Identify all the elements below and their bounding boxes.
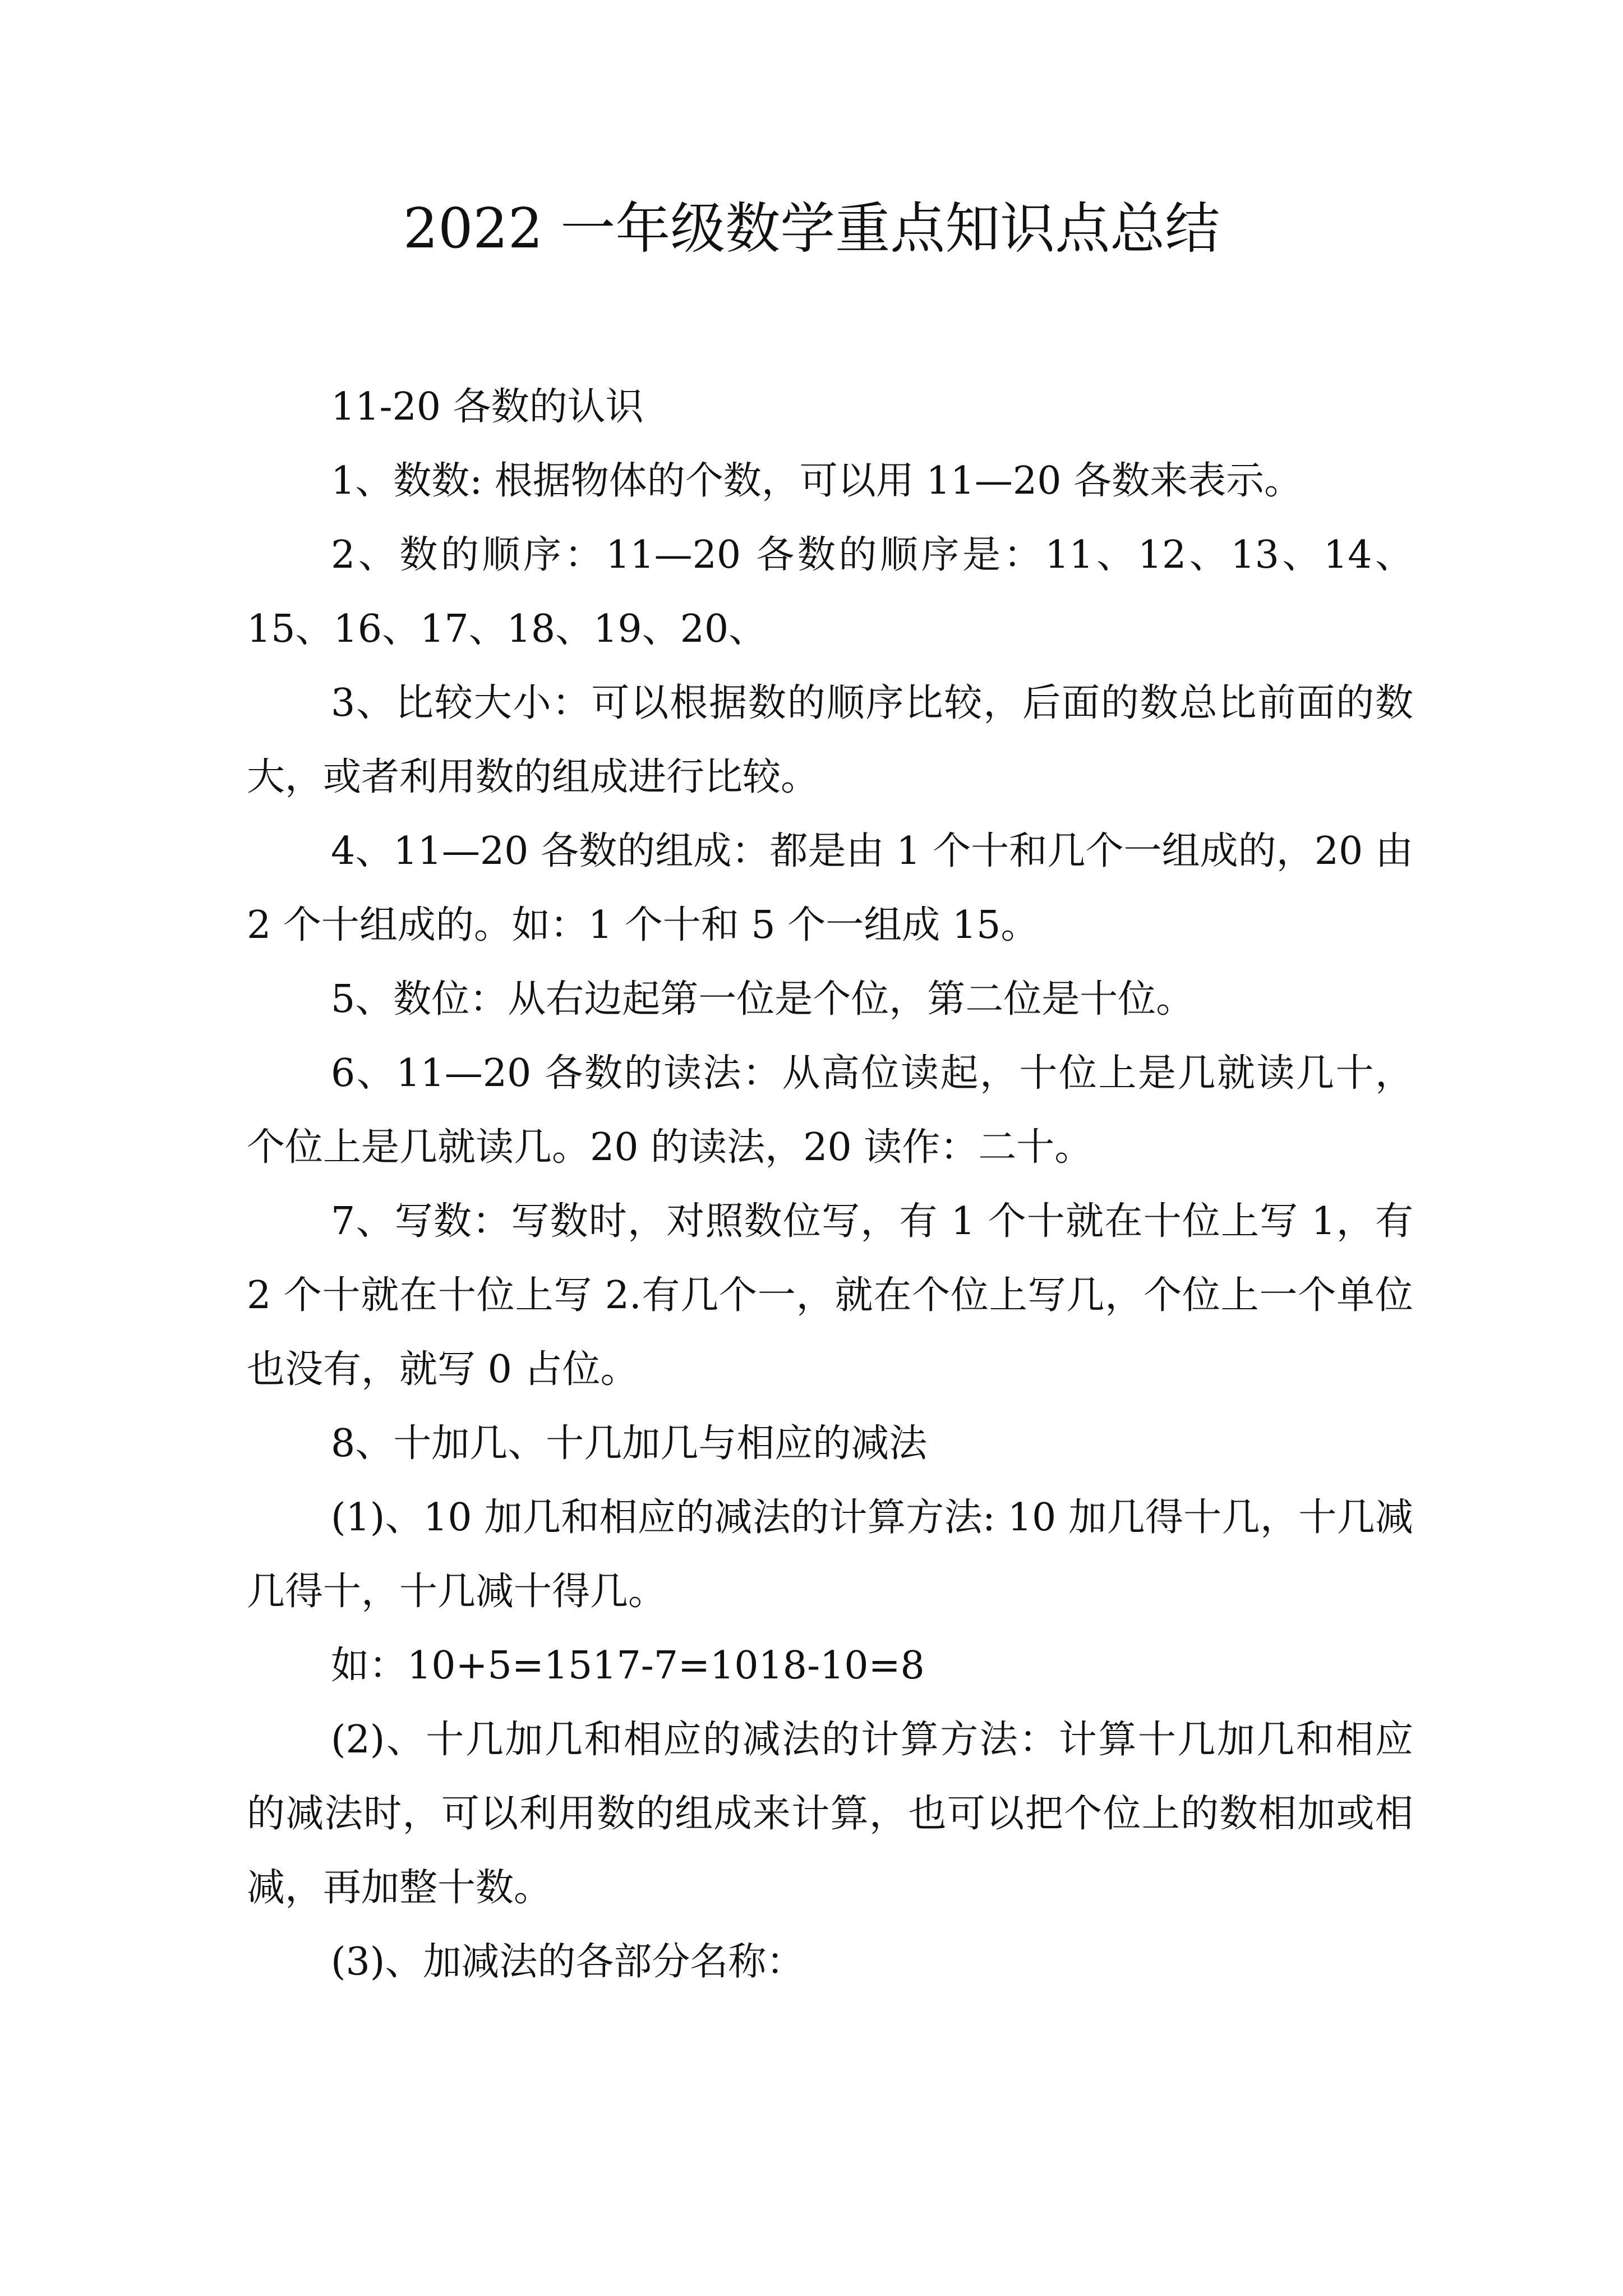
- document-body: [247, 370, 1413, 1999]
- paragraph-parts-names: (3)、加减法的各部分名称：: [331, 1940, 805, 1984]
- paragraph-reading: 6、11—20 各数的读法：从高位读起，十位上是几就读几十，个位上是几就读几。20 的读法，20 读作：二十。: [247, 1051, 1413, 1170]
- document-title: 2022 一年级数学重点知识点总结: [403, 197, 1220, 261]
- paragraph-place-value: 5、数位：从右边起第一位是个位，第二位是十位。: [331, 977, 1195, 1022]
- paragraph-composition: 4、11—20 各数的组成：都是由 1 个十和几个一组成的，20 由 2 个十组成的。如：1 个十和 5 个一组成 15。: [247, 829, 1413, 947]
- paragraph-section-heading: 11-20 各数的认识: [331, 385, 644, 429]
- paragraph-ten-plus-method: (1)、10 加几和相应的减法的计算方法: 10 加几得十几，十几减几得十，十几减十得几。: [247, 1496, 1413, 1614]
- paragraph-number-order: 2、数的顺序：11—20 各数的顺序是：11、12、13、14、15、16、17、18、19、20、: [247, 533, 1413, 651]
- paragraph-counting: 1、数数: 根据物体的个数，可以用 11—20 各数来表示。: [331, 459, 1303, 503]
- paragraph-addition-subtraction-heading: 8、十加几、十几加几与相应的减法: [331, 1421, 928, 1466]
- paragraph-writing: 7、写数：写数时，对照数位写，有 1 个十就在十位上写 1，有 2 个十就在十位上写 2.有几个一，就在个位上写几，个位上一个单位也没有，就写 0 占位。: [247, 1199, 1413, 1392]
- paragraph-comparison: 3、比较大小：可以根据数的顺序比较，后面的数总比前面的数大，或者利用数的组成进行比较。: [247, 681, 1413, 799]
- paragraph-teens-plus-method: (2)、十几加几和相应的减法的计算方法：计算十几加几和相应的减法时，可以利用数的组成来计算，也可以把个位上的数相加或相减，再加整十数。: [247, 1718, 1413, 1910]
- paragraph-example: 如：10+5=1517-7=1018-10=8: [331, 1644, 925, 1688]
